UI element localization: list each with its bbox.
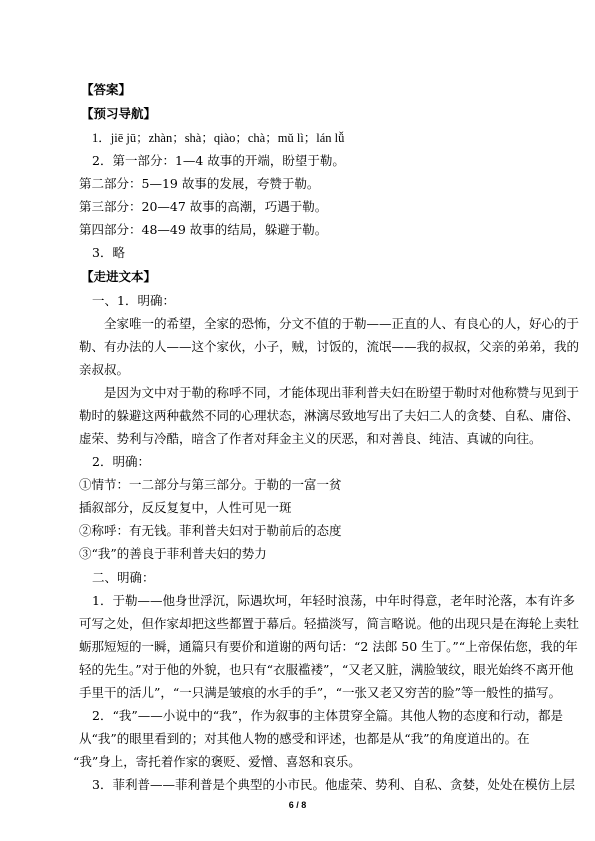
preview-item-6: 3．略 <box>92 245 125 260</box>
s2-p1-line1: 1．于勒——他身世浮沉，际遇坎坷，年轻时浪荡，中年时得意，老年时沦落，本有许多 <box>92 593 575 608</box>
s2-p1-line4: 轻的先生。”对于他的外貌，也只有“衣服褴褛”，“又老又脏，满脸皱纹，眼光始终不离开他 <box>79 662 574 677</box>
s1-item-plot: ①情节：一二部分与第三部分。于勒的一富一贫 <box>79 477 342 492</box>
s1-p2-line1: 是因为文中对于勒的称呼不同，才能体现出菲利普夫妇在盼望于勒时对他称赞与见到于 <box>104 385 580 400</box>
s1-p2-line2: 勒时的躲避这两种截然不同的心理状态，淋漓尽致地写出了夫妇二人的贪婪、自私、庸俗、 <box>79 408 580 423</box>
s1-p1-line3: 亲叔叔。 <box>79 362 130 377</box>
section1-head: 一、1．明确： <box>92 293 175 308</box>
answer-heading: 【答案】 <box>81 82 132 97</box>
s2-p1-line3: 蛎那短短的一瞬，通篇只有要价和道谢的两句话：“2 法郎 50 生丁。”“上帝保佑您，我的年 <box>79 639 578 654</box>
s1-p1-line2: 勒、有办法的人——这个家伙，小子，贼，讨饭的，流氓——我的叔叔，父亲的弟弟，我的 <box>79 339 580 354</box>
s1-p1-line1: 全家唯一的希望，全家的恐怖，分文不值的于勒——正直的人、有良心的人，好心的于 <box>104 316 580 331</box>
s1-p2-line3: 虚荣、势利与冷酷，暗含了作者对拜金主义的厌恶，和对善良、纯洁、真诚的向往。 <box>79 431 542 446</box>
s2-p1-line5: 手里干的活儿”，“一只满是皱痕的水手的手”，“一张又老又穷苦的脸”等一般性的描写。 <box>79 685 561 700</box>
page-number: 6 / 8 <box>288 800 307 810</box>
preview-item-5: 第四部分：48—49 故事的结局，躲避于勒。 <box>79 222 328 237</box>
section2-head: 二、明确： <box>92 570 155 585</box>
s1-item-flashback: 插叙部分，反反复复中，人性可见一斑 <box>79 500 292 515</box>
preview-item-3: 第二部分：5—19 故事的发展，夸赞于勒。 <box>79 176 320 191</box>
s1-item2-head: 2．明确： <box>92 454 150 469</box>
s1-item-address: ②称呼：有无钱。菲利普夫妇对于勒前后的态度 <box>79 523 342 538</box>
s2-p3-line1: 3．菲利普——菲利普是个典型的小市民。他虚荣、势利、自私、贪婪，处处在模仿上层 <box>92 777 575 792</box>
preview-item-1: 1．jiē jū；zhàn；shà；qiào；chà；mǔ lì；lán lǚ <box>92 131 345 145</box>
s2-p2-line2: 从“我”的眼里看到的；对其他人物的感受和评述，也都是从“我”的角度道出的。在 <box>79 731 530 746</box>
preview-item-4: 第三部分：20—47 故事的高潮，巧遇于勒。 <box>79 199 328 214</box>
s2-p2-line3: “我”身上，寄托着作家的褒贬、爱憎、喜怒和哀乐。 <box>73 754 361 769</box>
s1-item-kindness: ③“我”的善良于菲利普夫妇的势力 <box>79 546 267 561</box>
s2-p1-line2: 可写之处，但作家却把这些都置于幕后。轻描淡写，简言略说。他的出现只是在海轮上卖牡 <box>79 616 580 631</box>
s2-p2-line1: 2．“我”——小说中的“我”，作为叙事的主体贯穿全篇。其他人物的态度和行动，都是 <box>92 708 564 723</box>
preview-heading: 【预习导航】 <box>81 106 157 121</box>
text-heading: 【走进文本】 <box>81 269 157 284</box>
preview-item-2: 2．第一部分：1—4 故事的开端，盼望于勒。 <box>92 153 345 168</box>
